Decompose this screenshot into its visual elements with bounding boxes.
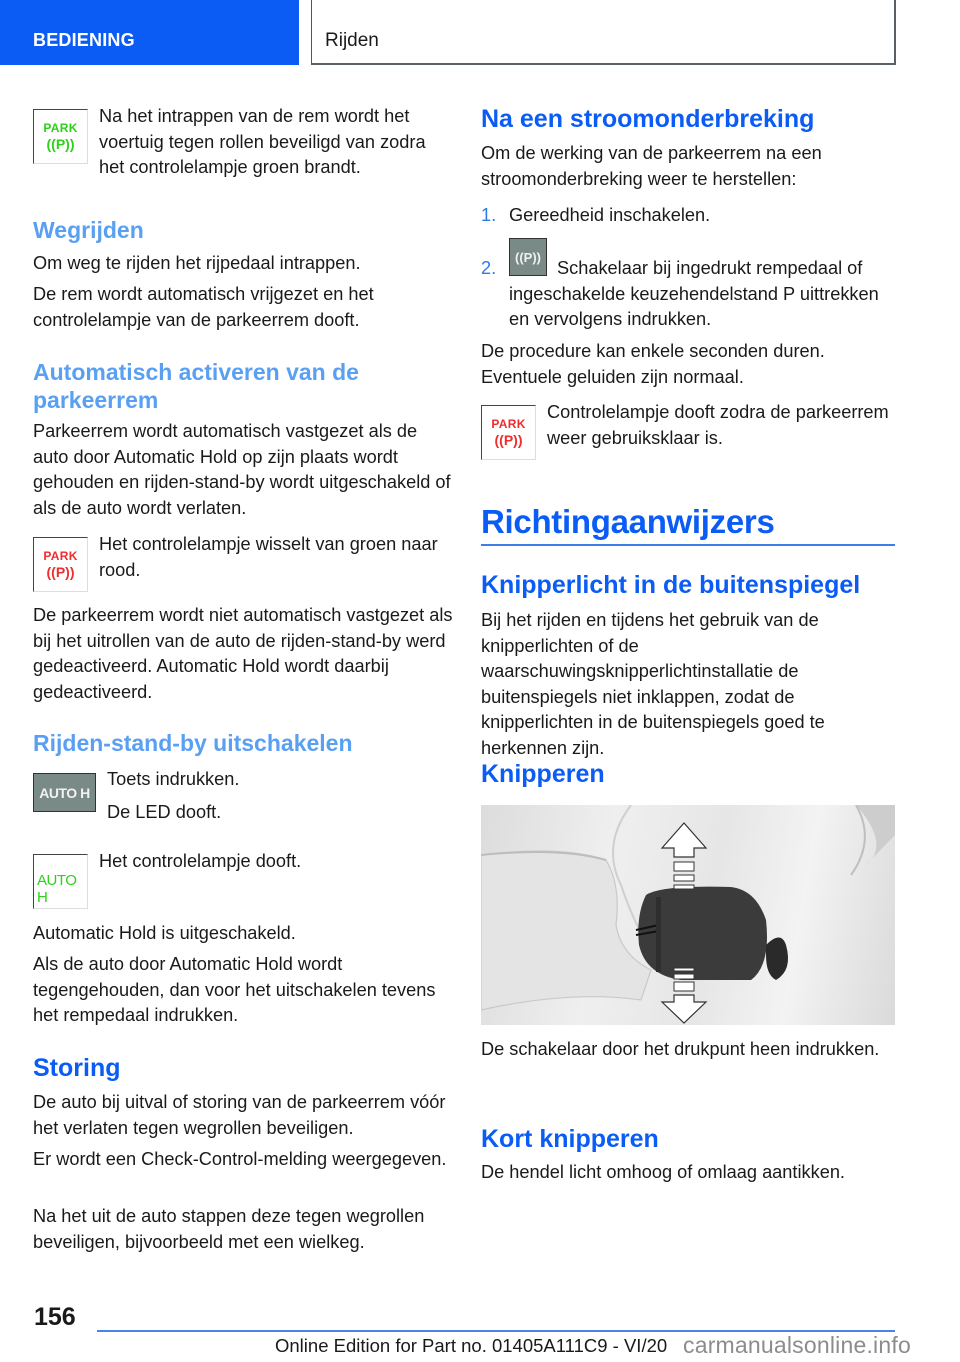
- storing-p2: Er wordt een Check-Control-melding weergegeven.: [33, 1149, 447, 1169]
- park-symbol: ((P)): [46, 563, 75, 580]
- heading-wegrijden: Wegrijden: [33, 217, 144, 243]
- auto-activate-icon-text: Het controlelampje wisselt van groen naar rood.: [99, 534, 438, 580]
- page-title-indicators: Richtingaanwijzers: [481, 503, 775, 540]
- wegrijden-p1: Om weg te rijden het rijpedaal intrappen.: [33, 253, 361, 273]
- auto-hold-label: AUTO H: [39, 784, 90, 801]
- park-brake-green-icon: [33, 109, 88, 164]
- heading-mirror-indicator: Knipperlicht in de buitenspiegel: [481, 571, 861, 599]
- lever-drawing-icon: [481, 805, 895, 1025]
- step-2-text: Schakelaar bij ingedrukt rempedaal of ingeschakelde keuzehendelstand P uittrekken en vervolgens indrukken.: [509, 258, 879, 329]
- auto-hold-button-icon: [33, 773, 96, 812]
- park-symbol: ((P)): [46, 135, 75, 152]
- step-2-number: 2.: [481, 258, 497, 278]
- storing-p3: Na het uit de auto stappen deze tegen wegrollen beveiligen, bijvoorbeeld met een wielkeg.: [33, 1206, 425, 1252]
- power-interrupt-intro: Om de werking van de parkeerrem na een stroomonderbreking weer te herstellen:: [481, 143, 822, 189]
- storing-p1: De auto bij uitval of storing van de parkeerrem vóór het verlaten tegen wegrollen beveiligen.: [33, 1092, 446, 1138]
- turn-signal-lever-illustration: [481, 805, 895, 1025]
- watermark: carmanualsonline.info: [683, 1332, 911, 1358]
- chapter-tab: [311, 0, 896, 65]
- heading-power-interrupt: Na een stroomonderbreking: [481, 105, 815, 133]
- step-1-text: Gereedheid inschakelen.: [509, 205, 711, 225]
- auto-activate-p1: Parkeerrem wordt automatisch vastgezet als de auto door Automatic Hold op zijn plaats wordt gehouden en rijden-stand-by wordt uitgeschakeld of als de auto wordt verlaten.: [33, 421, 451, 518]
- standby-p1: Automatic Hold is uitgeschakeld.: [33, 923, 296, 943]
- heading-knipperen: Knipperen: [481, 760, 605, 788]
- standby-lamp-text: Het controlelampje dooft.: [99, 851, 302, 871]
- auto-activate-p2: De parkeerrem wordt niet automatisch vastgezet als bij het uitrollen van de auto de rijden-stand-by werd gedeactiveerd. Automatic Hold wordt daarbij gedeactiveerd.: [33, 605, 453, 702]
- chapter-title: Rijden: [325, 30, 379, 51]
- step-1-number: 1.: [481, 205, 497, 225]
- mirror-indicator-text: Bij het rijden en tijdens het gebruik van de knipperlichten of de waarschuwingsknipperlichtinstallatie de buitenspiegels niet inklappen, zodat de knipperlichten in de buitenspiegels goed te herkennen zijn.: [481, 610, 825, 758]
- park-label: PARK: [43, 548, 78, 563]
- intro-text: Na het intrappen van de rem wordt het voertuig tegen rollen beveiligd van zodra het controlelampje groen brandt.: [99, 106, 426, 177]
- auto-hold-lamp-icon: [33, 854, 88, 909]
- edition-text: Online Edition for Part no. 01405A111C9 - VI/20: [275, 1335, 668, 1356]
- title-rule: [481, 544, 895, 546]
- park-symbol: ((P)): [494, 431, 523, 448]
- heading-kort-knipperen: Kort knipperen: [481, 1125, 659, 1153]
- park-symbol: ((P)): [515, 249, 541, 265]
- park-brake-red-icon: [33, 537, 88, 592]
- section-tab: [0, 0, 299, 65]
- heading-auto-activate: Automatisch activeren van de parkeerrem: [33, 359, 359, 413]
- standby-step2: De LED dooft.: [107, 802, 222, 822]
- park-label: PARK: [43, 120, 78, 135]
- park-brake-red-icon: [481, 405, 536, 460]
- power-interrupt-icon-text: Controlelampje dooft zodra de parkeerrem weer gebruiksklaar is.: [547, 402, 889, 448]
- wegrijden-p2: De rem wordt automatisch vrijgezet en het controlelampje van de parkeerrem dooft.: [33, 284, 374, 330]
- page-number: 156: [34, 1303, 76, 1331]
- auto-hold-lamp-label: AUTO H: [37, 871, 77, 906]
- heading-storing: Storing: [33, 1054, 121, 1082]
- standby-step1: Toets indrukken.: [107, 769, 240, 789]
- heading-standby-off: Rijden-stand-by uitschakelen: [33, 730, 353, 756]
- park-label: PARK: [491, 416, 526, 431]
- standby-p2: Als de auto door Automatic Hold wordt tegengehouden, dan voor het uitschakelen tevens het rempedaal indrukken.: [33, 954, 436, 1025]
- kort-knipperen-text: De hendel licht omhoog of omlaag aantikken.: [481, 1162, 845, 1182]
- knipperen-text: De schakelaar door het drukpunt heen indrukken.: [481, 1039, 880, 1059]
- power-interrupt-p1: De procedure kan enkele seconden duren. Eventuele geluiden zijn normaal.: [481, 341, 825, 387]
- section-title: BEDIENING: [33, 30, 135, 50]
